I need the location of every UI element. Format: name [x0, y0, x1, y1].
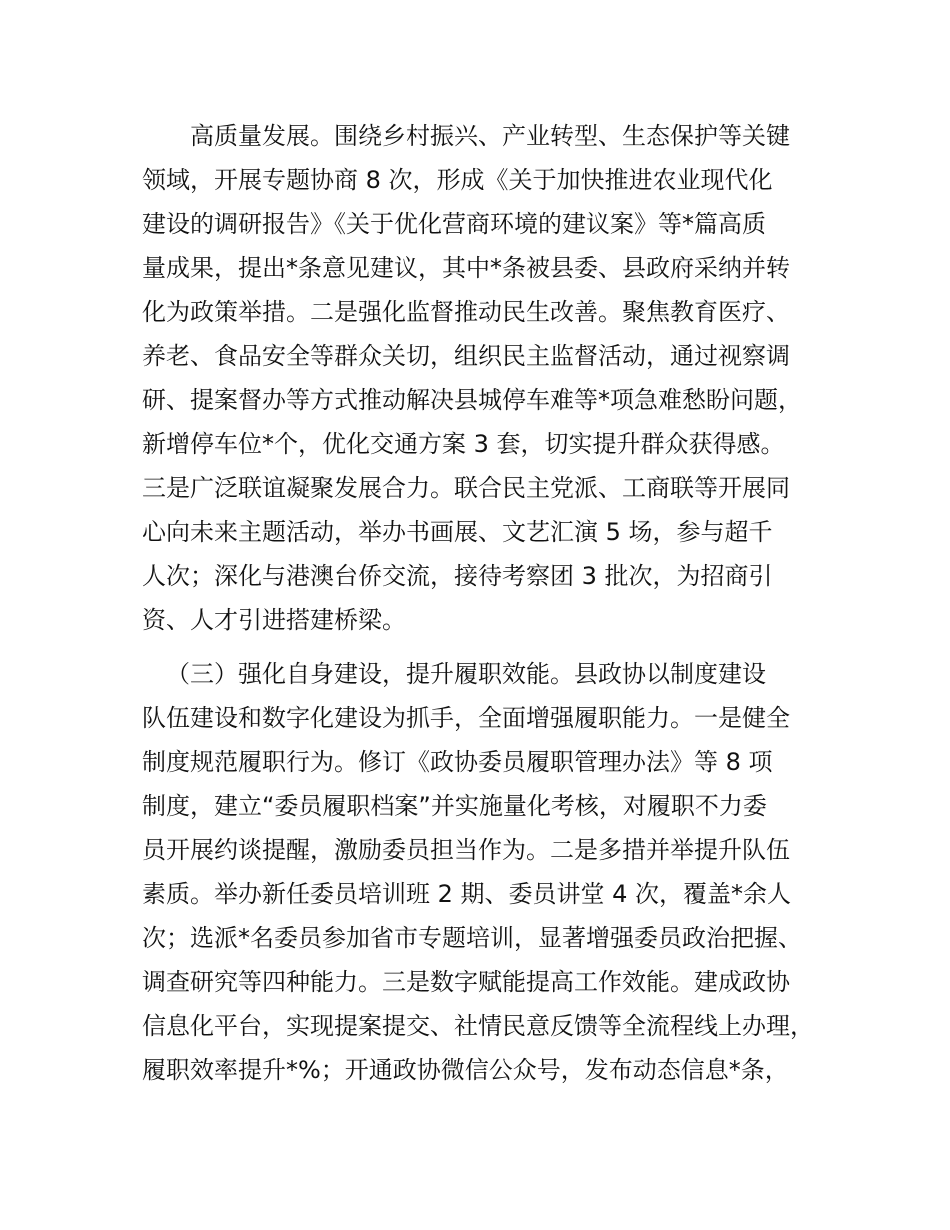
paragraph-1-line-1: 高质量发展。围绕乡村振兴、产业转型、生态保护等关键	[190, 122, 790, 150]
paragraph-1-line-7: 研、提案督办等方式推动解决县城停车难等*项急难愁盼问题，	[142, 386, 802, 414]
paragraph-1-line-12: 资、人才引进搭建桥梁。	[142, 606, 406, 634]
paragraph-2-line-5: 员开展约谈提醒，激励委员担当作为。二是多措并举提升队伍	[142, 836, 790, 864]
paragraph-1-line-2: 领域，开展专题协商 8 次，形成《关于加快推进农业现代化	[142, 166, 773, 194]
paragraph-1-line-4: 量成果，提出*条意见建议，其中*条被县委、县政府采纳并转	[142, 254, 790, 282]
paragraph-1-line-8: 新增停车位*个，优化交通方案 3 套，切实提升群众获得感。	[142, 430, 785, 458]
paragraph-1-line-11: 人次；深化与港澳台侨交流，接待考察团 3 批次，为招商引	[142, 562, 773, 590]
paragraph-2-line-3: 制度规范履职行为。修订《政协委员履职管理办法》等 8 项	[142, 748, 773, 776]
paragraph-1-line-3: 建设的调研报告》《关于优化营商环境的建议案》等*篇高质	[142, 210, 766, 238]
paragraph-2-line-10: 履职效率提升*%；开通政协微信公众号，发布动态信息*条，	[142, 1056, 789, 1084]
paragraph-2-line-7: 次；选派*名委员参加省市专题培训，显著增强委员政治把握、	[142, 924, 802, 952]
paragraph-2-line-2: 队伍建设和数字化建设为抓手，全面增强履职能力。一是健全	[142, 704, 790, 732]
paragraph-2-line-6: 素质。举办新任委员培训班 2 期、委员讲堂 4 次，覆盖*余人	[142, 880, 792, 908]
paragraph-2-line-9: 信息化平台，实现提案提交、社情民意反馈等全流程线上办理，	[142, 1012, 814, 1040]
paragraph-2-line-4: 制度，建立“委员履职档案”并实施量化考核，对履职不力委	[142, 792, 767, 820]
paragraph-1-line-10: 心向未来主题活动，举办书画展、文艺汇演 5 场，参与超千	[142, 518, 773, 546]
paragraph-1-line-5: 化为政策举措。二是强化监督推动民生改善。聚焦教育医疗、	[142, 298, 790, 326]
paragraph-2-line-1: （三）强化自身建设，提升履职效能。县政协以制度建设	[166, 660, 766, 688]
paragraph-1-line-9: 三是广泛联谊凝聚发展合力。联合民主党派、工商联等开展同	[142, 474, 790, 502]
paragraph-2-line-8: 调查研究等四种能力。三是数字赋能提高工作效能。建成政协	[142, 968, 790, 996]
paragraph-1-line-6: 养老、食品安全等群众关切，组织民主监督活动，通过视察调	[142, 342, 790, 370]
